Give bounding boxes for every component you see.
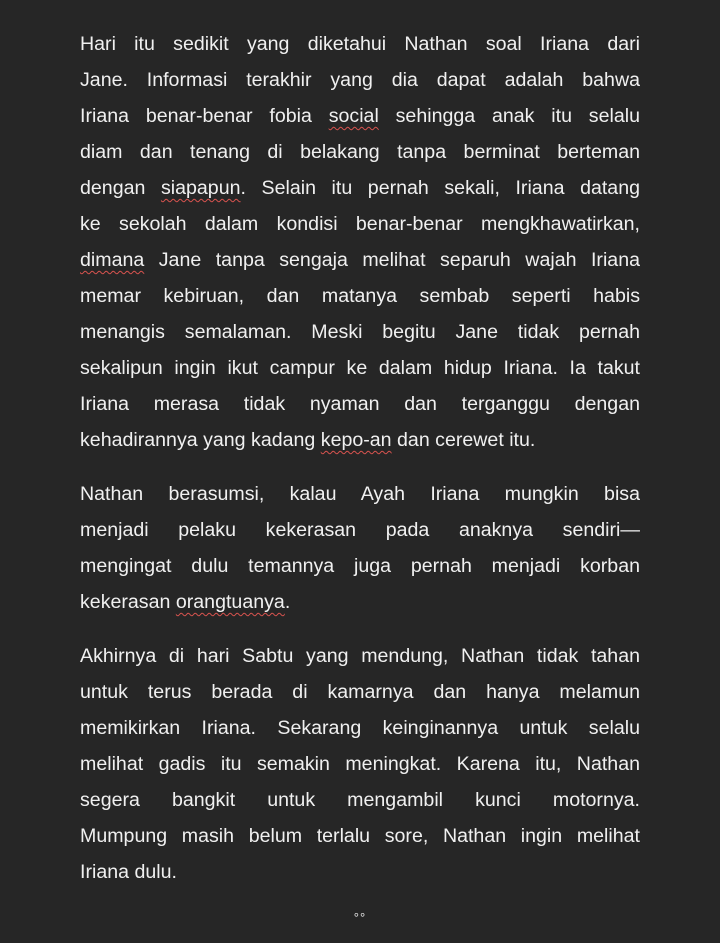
text-line: [80, 314, 640, 350]
text-run: Akhirnya di hari Sabtu yang mendung, Nathan tidak tahan: [80, 645, 640, 667]
text-run: .: [284, 591, 291, 613]
text-run: melihat gadis itu semakin meningkat. Karena itu, Nathan: [80, 753, 640, 775]
text-line: [80, 746, 640, 782]
text-run: sehingga anak itu selalu: [378, 105, 640, 127]
text-line: [80, 242, 640, 278]
text-run: Iriana dulu.: [80, 861, 177, 883]
text-run: Nathan berasumsi, kalau Ayah Iriana mungkin bisa: [80, 483, 640, 505]
paragraph-3: [80, 638, 640, 890]
text-run: Jane. Informasi terakhir yang dia dapat adalah bahwa: [80, 69, 640, 91]
misspelled-word: orangtuanya: [175, 591, 285, 613]
text-run: dan cerewet itu.: [391, 429, 536, 451]
text-run: Iriana merasa tidak nyaman dan terganggu dengan: [80, 393, 640, 415]
text-line: [80, 278, 640, 314]
text-run: Hari itu sedikit yang diketahui Nathan soal Iriana dari: [80, 33, 640, 55]
text-line: [80, 476, 640, 512]
text-run: diam dan tenang di belakang tanpa berminat berteman: [80, 141, 640, 163]
text-run: dengan: [80, 177, 161, 199]
misspelled-word: siapapun: [160, 177, 241, 199]
misspelled-word: kepo-an: [320, 429, 392, 451]
misspelled-word: social: [328, 105, 379, 127]
text-run: Iriana benar-benar fobia: [80, 105, 329, 127]
text-line: [80, 350, 640, 386]
text-run: kekerasan: [80, 591, 176, 613]
misspelled-word: dimana: [80, 249, 145, 271]
document-body: [80, 26, 640, 890]
text-run: sekalipun ingin ikut campur ke dalam hidup Iriana. Ia takut: [80, 357, 640, 379]
paragraph-2: [80, 476, 640, 620]
text-line: [80, 818, 640, 854]
paragraph-1: [80, 26, 640, 458]
text-line: [80, 386, 640, 422]
text-line: [80, 782, 640, 818]
text-line: [80, 854, 640, 890]
text-run: mengingat dulu temannya juga pernah menjadi korban: [80, 555, 640, 577]
text-line: [80, 548, 640, 584]
text-line: [80, 26, 640, 62]
text-run: menangis semalaman. Meski begitu Jane tidak pernah: [80, 321, 640, 343]
text-line: [80, 584, 640, 620]
text-run: memar kebiruan, dan matanya sembab seperti habis: [80, 285, 640, 307]
text-run: memikirkan Iriana. Sekarang keinginannya untuk selalu: [80, 717, 640, 739]
text-line: [80, 206, 640, 242]
text-line: [80, 638, 640, 674]
text-run: untuk terus berada di kamarnya dan hanya melamun: [80, 681, 640, 703]
text-run: kehadirannya yang kadang: [80, 429, 321, 451]
text-line: [80, 674, 640, 710]
text-line: [80, 134, 640, 170]
text-line: [80, 170, 640, 206]
text-run: ke sekolah dalam kondisi benar-benar mengkhawatirkan,: [80, 213, 640, 235]
text-run: Jane tanpa sengaja melihat separuh wajah Iriana: [144, 249, 640, 271]
text-line: [80, 512, 640, 548]
text-run: menjadi pelaku kekerasan pada anaknya sendiri—: [80, 519, 640, 541]
text-line: [80, 422, 640, 458]
text-run: . Selain itu pernah sekali, Iriana datang: [240, 177, 640, 199]
text-run: Mumpung masih belum terlalu sore, Nathan ingin melihat: [80, 825, 640, 847]
text-line: [80, 62, 640, 98]
text-line: [80, 710, 640, 746]
section-break-mark: °°: [353, 910, 367, 925]
text-run: segera bangkit untuk mengambil kunci motornya.: [80, 789, 640, 811]
text-line: [80, 98, 640, 134]
